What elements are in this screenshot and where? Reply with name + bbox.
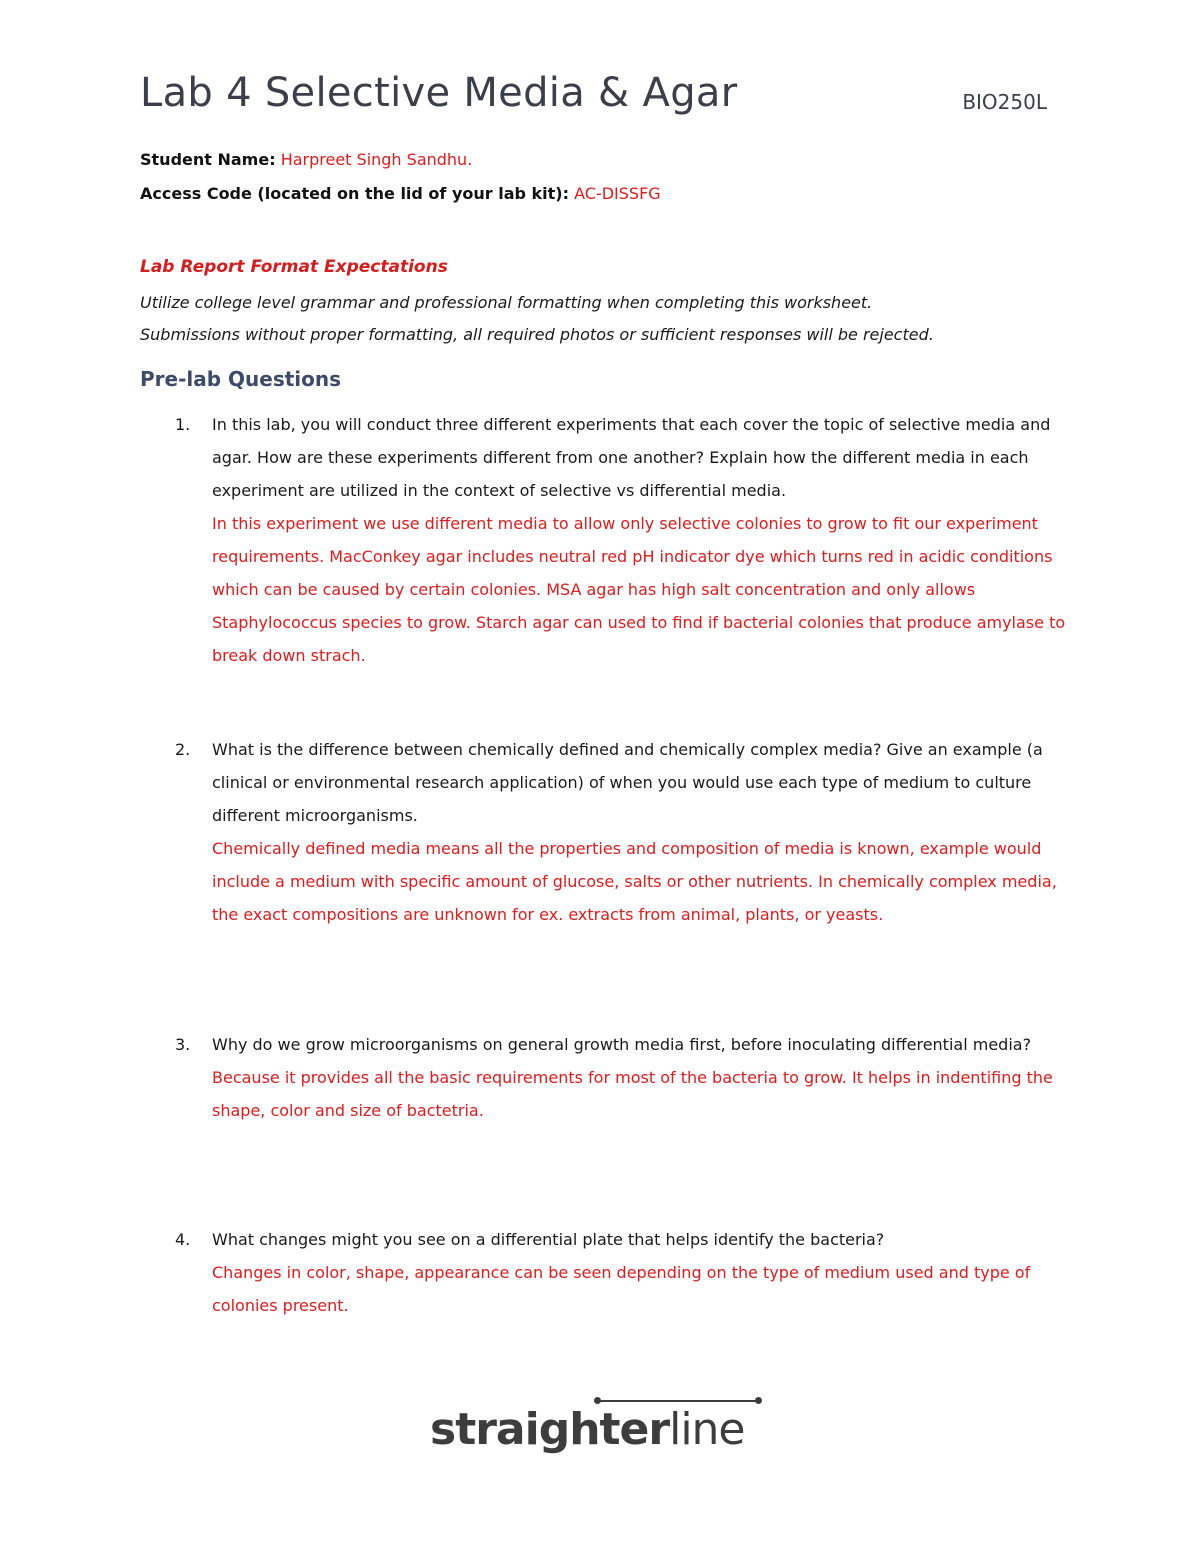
straighterline-logo [430, 1400, 760, 1462]
answer-text: Because it provides all the basic requirements for most of the bacteria to grow. It helps in indentifing the shape, color and size of bactetria. [212, 1068, 1053, 1120]
logo-light-text: line [669, 1404, 745, 1455]
logo-bold-text: straighter [430, 1404, 670, 1455]
access-code-label: Access Code (located on the lid of your lab kit): [140, 184, 570, 203]
question-number: 1. [175, 415, 191, 434]
student-name-label: Student Name: [140, 150, 276, 169]
question-text: In this lab, you will conduct three different experiments that each cover the topic of selective media and agar. How are these experiments different from one another? Explain how the different media in each experiment are utilized in the context of selective vs differential media. [212, 415, 1051, 500]
format-expectations-title: Lab Report Format Expectations [140, 257, 448, 277]
question-text: What is the difference between chemically defined and chemically complex media? Give an example (a clinical or environmental research application) of when you would use each type of medium to culture different microorganisms. [212, 740, 1043, 825]
question-text: Why do we grow microorganisms on general growth media first, before inoculating differential media? [212, 1035, 1032, 1054]
question-text: What changes might you see on a differential plate that helps identify the bacteria? [212, 1230, 885, 1249]
format-expectations-line-1: Utilize college level grammar and professional formatting when completing this worksheet. [140, 293, 873, 312]
logo-bar [598, 1400, 758, 1402]
course-code: BIO250L [962, 90, 1047, 114]
logo-dot [594, 1397, 601, 1404]
logo-wordmark [430, 1404, 745, 1455]
question-number: 3. [175, 1035, 191, 1054]
answer-text: Changes in color, shape, appearance can be seen depending on the type of medium used and type of colonies present. [212, 1263, 1031, 1315]
document-title: Lab 4 Selective Media & Agar [140, 70, 738, 116]
answer-text: Chemically defined media means all the properties and composition of media is known, example would include a medium with specific amount of glucose, salts or other nutrients. In chemically complex media, the exact compositions are unknown for ex. extracts from animal, plants, or yeasts. [212, 839, 1057, 924]
format-expectations-line-2: Submissions without proper formatting, all required photos or sufficient responses will be rejected. [140, 325, 934, 344]
student-name-value: Harpreet Singh Sandhu. [280, 150, 473, 169]
prelab-heading: Pre-lab Questions [140, 367, 342, 391]
access-code-field [140, 183, 661, 205]
access-code-value: AC-DISSFG [574, 184, 661, 203]
logo-dot [755, 1397, 762, 1404]
question-number: 2. [175, 740, 191, 759]
student-name-field [140, 149, 472, 171]
answer-text: In this experiment we use different media to allow only selective colonies to grow to fit our experiment requirements. MacConkey agar includes neutral red pH indicator dye which turns red in acidic conditions which can be caused by certain colonies. MSA agar has high salt concentration and only allows Staphylococcus species to grow. Starch agar can used to find if bacterial colonies that produce amylase to break down strach. [212, 514, 1066, 665]
question-number: 4. [175, 1230, 191, 1249]
